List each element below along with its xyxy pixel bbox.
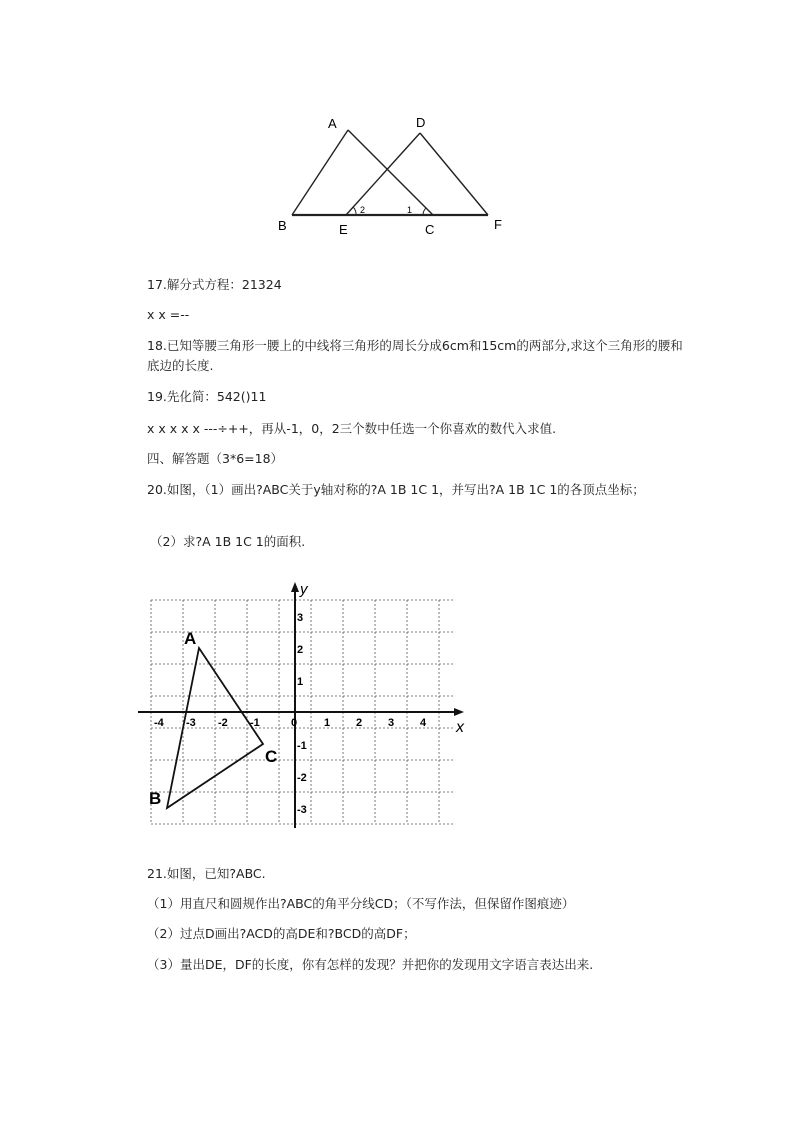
y-tick-label: 1: [297, 676, 304, 688]
q21-line1: 21.如图，已知?ABC.: [147, 866, 266, 881]
y-tick-label: -1: [297, 740, 307, 752]
x-axis-arrow: [454, 708, 464, 716]
x-axis-label: x: [456, 719, 464, 736]
section-4-heading: 四、解答题（3*6=18）: [147, 451, 284, 466]
x-tick-label: -1: [250, 717, 260, 729]
x-tick-label: -2: [218, 717, 228, 729]
q19-line2: x x x x x ---÷++，再从-1，0，2三个数中任选一个你喜欢的数代入求值.: [147, 421, 557, 436]
y-axis-label: y: [300, 581, 308, 598]
y-tick-label: 3: [297, 612, 304, 624]
triangles-figure: [270, 108, 510, 240]
label-E: E: [339, 222, 348, 237]
x-tick-label: 1: [324, 717, 331, 729]
vertex-label-B: B: [149, 789, 162, 808]
label-F: F: [494, 217, 502, 232]
segment-ED: [346, 133, 420, 215]
x-tick-label: 2: [356, 717, 363, 729]
vertex-label-C: C: [265, 747, 278, 766]
y-tick-label: -3: [297, 804, 307, 816]
q20-line1: 20.如图，（1）画出?ABC关于y轴对称的?A 1B 1C 1，并写出?A 1B 1C 1的各顶点坐标；: [147, 482, 645, 497]
q21-line3: （2）过点D画出?ACD的高DE和?BCD的高DF；: [147, 926, 416, 941]
q18-text: 18.已知等腰三角形一腰上的中线将三角形的周长分成6cm和15cm的两部分,求这个三角形的腰和底边的长度.: [147, 338, 683, 373]
x-tick-label: 3: [388, 717, 395, 729]
angle-2-arc: [353, 207, 356, 215]
segment-AC: [348, 130, 433, 215]
q17-line1: 17.解分式方程：21324: [147, 277, 282, 292]
q20-line2: （2）求?A 1B 1C 1的面积.: [150, 534, 306, 549]
q21-line4: （3）量出DE，DF的长度，你有怎样的发现？并把你的发现用文字语言表达出来.: [147, 957, 594, 972]
vertex-label-A: A: [184, 629, 197, 648]
x-tick-label: 0: [291, 717, 298, 729]
label-C: C: [425, 222, 435, 237]
x-tick-label: -3: [186, 717, 196, 729]
y-tick-label: -2: [297, 772, 307, 784]
label-B: B: [278, 218, 287, 233]
x-tick-label: -4: [154, 717, 164, 729]
label-D: D: [416, 115, 426, 130]
q19-line1: 19.先化简：542()11: [147, 389, 267, 404]
coordinate-grid-figure: [130, 578, 475, 834]
q21-line2: （1）用直尺和圆规作出?ABC的角平分线CD；（不写作法，但保留作图痕迹）: [147, 896, 575, 911]
label-A: A: [328, 116, 337, 131]
q17-line2: x x =--: [147, 307, 190, 322]
label-angle-2: 2: [360, 205, 366, 215]
y-tick-label: 2: [297, 644, 304, 656]
segment-AB: [292, 130, 348, 215]
segment-DF: [420, 133, 488, 215]
label-angle-1: 1: [407, 205, 413, 215]
y-axis-arrow: [291, 582, 299, 592]
x-tick-label: 4: [420, 717, 427, 729]
